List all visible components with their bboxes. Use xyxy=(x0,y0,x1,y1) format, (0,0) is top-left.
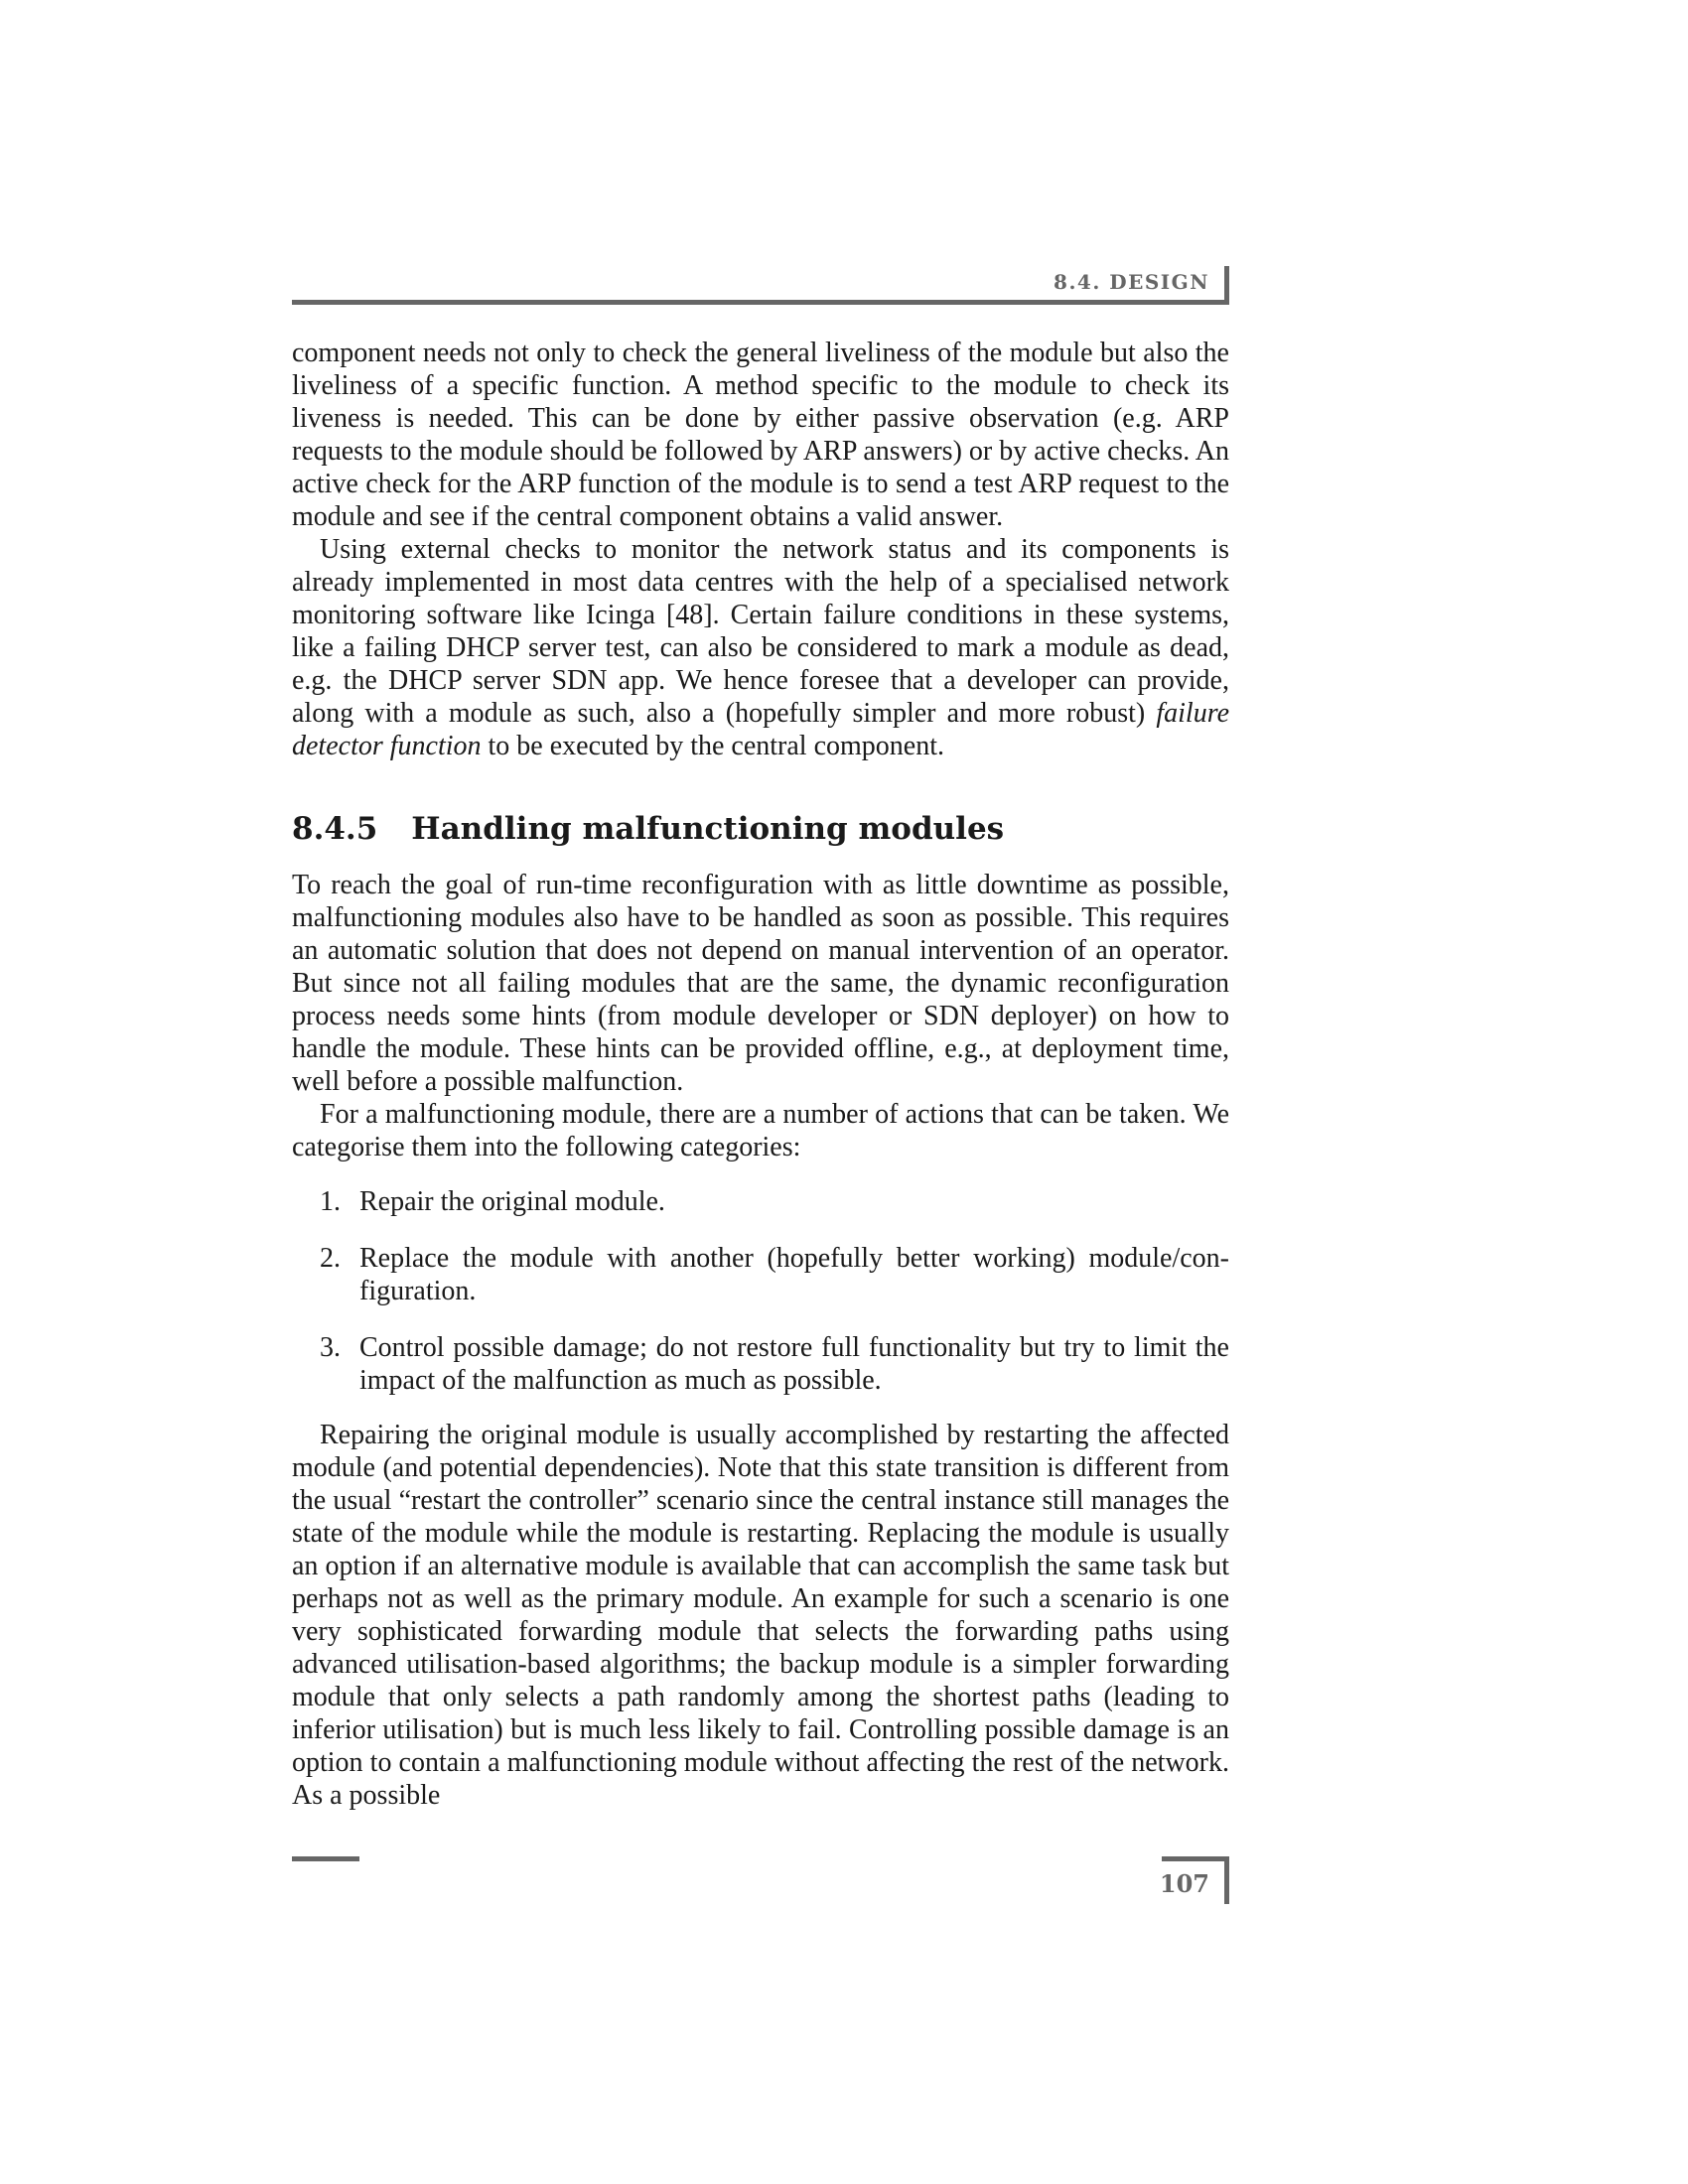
footer-right-rule xyxy=(1162,1856,1229,1861)
section-heading xyxy=(292,809,1229,849)
header-rule xyxy=(292,300,1229,305)
header-corner-bar xyxy=(1224,266,1229,305)
paragraph-external-checks-end: to be executed by the central component. xyxy=(481,731,944,761)
paragraph-external-checks-text: Using external checks to monitor the network status and its components is already implemented in most data centres with the help of a specialised network monitoring software like Icinga [48]. Certain failure conditions in these systems, like a failing DHCP server test, can also be considered to mark a module as dead, e.g. the DHCP server SDN app. We hence foresee that a developer can provide, along with a module as such, also a (hopefully simpler and more robust) xyxy=(292,534,1229,729)
list-item xyxy=(292,1242,1229,1307)
paragraph-reconfiguration: To reach the goal of run-time reconfiguration with as little downtime as possible, malfunctioning modules also have to be handled as soon as possible. This requires an automatic solution that does not depend on manual intervention of an operator. But since not all failing modules that are the same, the dynamic reconfiguration process needs some hints (from module developer or SDN deployer) on how to handle the module. These hints can be provided offline, e.g., at deployment time, well before a possible malfunction. xyxy=(292,870,1229,1097)
paragraph-repairing: Repairing the original module is usually accomplished by restarting the affected module (and potential dependencies). Note that this state transition is different from the usual “restart the controller” scenario since the central instance still manages the state of the module while the module is restarting. Replacing the module is usually an option if an alternative module is available that can accomplish the same task but perhaps not as well as the primary module. An example for such a scenario is one very sophisticated forwarding module that selects the forwarding paths using advanced utilisation-based algorithms; the backup module is a simpler forwarding module that only selects a path randomly among the shortest paths (leading to inferior utilisation) but is much less likely to fail. Controlling possible damage is an option to contain a malfunctioning module without affecting the rest of the network. As a possible xyxy=(292,1420,1229,1811)
paragraph-actions-intro: For a malfunctioning module, there are a number of actions that can be taken. We categorise them into the following categories: xyxy=(292,1099,1229,1162)
body-text xyxy=(292,337,1229,1812)
paragraph-continuation: component needs not only to check the general liveliness of the module but also the liveliness of a specific function. A method specific to the module to check its liveness is needed. This can be done by either passive observation (e.g. ARP requests to the module should be followed by ARP answers) or by active checks. An active check for the ARP function of the module is to send a test ARP request to the module and see if the central component obtains a valid answer. xyxy=(292,338,1229,532)
paragraph-external-checks xyxy=(292,533,1229,762)
page-number: 107 xyxy=(1159,1869,1209,1898)
footer-corner-bar xyxy=(1224,1856,1229,1904)
list-item-number: 2. xyxy=(320,1243,341,1274)
section-number: 8.4.5 xyxy=(292,811,378,847)
section-title: Handling malfunctioning modules xyxy=(411,811,1005,847)
list-item-text: Control possible damage; do not restore full functionality but try to limit the impact of the malfunction as much as possible. xyxy=(359,1332,1229,1396)
emphasis-failure-detector: failure detector function xyxy=(292,698,1229,761)
list-item-number: 1. xyxy=(320,1186,341,1217)
footer-left-rule xyxy=(292,1856,359,1861)
action-list xyxy=(292,1185,1229,1397)
list-item xyxy=(292,1331,1229,1397)
list-item xyxy=(292,1185,1229,1218)
running-header xyxy=(292,266,1229,306)
list-item-text: Replace the module with another (hopefully better working) module/configuration. xyxy=(359,1243,1229,1306)
list-item-number: 3. xyxy=(320,1332,341,1363)
running-header-title: 8.4. DESIGN xyxy=(1054,270,1209,294)
page-footer xyxy=(292,1856,1229,1916)
list-item-text: Repair the original module. xyxy=(359,1186,665,1217)
